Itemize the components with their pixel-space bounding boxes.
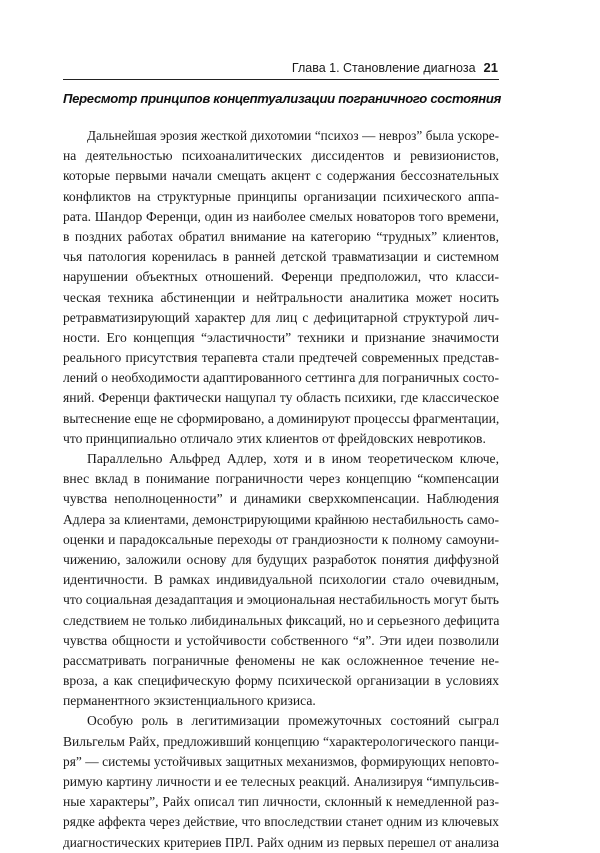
- header-rule: [63, 79, 499, 80]
- text-line: чувства неполноценности” и динамики сверхкомпенсации. Наблюдения: [63, 491, 499, 507]
- text-line: римую картину личности и ее телесных реакций. Анализируя “импульсив-: [63, 774, 499, 789]
- text-line: Вильгельм Райх, предложивший концепцию “характерологического панци-: [63, 733, 499, 749]
- text-line: нарушении объектных отношений. Ференци предположил, что класси-: [63, 269, 499, 285]
- page-number: 21: [483, 60, 498, 75]
- text-line: диагностических критериев ПРЛ. Райх одним из первых перешел от анализа: [63, 834, 499, 850]
- text-line: которые первыми начали смещать акцент с содержания бессознательных: [63, 168, 499, 184]
- text-line: вытеснение еще не сформировано, а доминируют процессы фрагментации,: [63, 410, 500, 426]
- text-line: оценки и парадоксальные переходы от грандиозности к полному самоуни-: [63, 531, 499, 547]
- text-line: следствием не только либидинальных фиксаций, но и серьезного дефицита: [63, 612, 500, 628]
- text-line: что принципиально отличало этих клиентов от фрейдовских невротиков.: [63, 430, 486, 446]
- text-line: ческая техника абстиненции и нейтральности аналитика может носить: [63, 289, 499, 305]
- text-line: перманентного экзистенциального кризиса.: [63, 693, 316, 709]
- chapter-title: Глава 1. Становление диагноза: [291, 61, 476, 75]
- text-line: на деятельностью психоаналитических диссидентов и ревизионистов,: [63, 148, 499, 164]
- running-head: [292, 60, 498, 75]
- text-line: в поздних работах обратил внимание на категорию “трудных” клиентов,: [63, 228, 499, 244]
- text-line: Параллельно Альфред Адлер, хотя и в ином теоретическом ключе,: [87, 451, 499, 466]
- text-line: ретравматизирующий характер для лиц с дефицитарной структурой лич-: [63, 309, 499, 325]
- section-title: Пересмотр принципов концептуализации пограничного состояния: [63, 91, 501, 106]
- text-line: ности. Его концепция “эластичности” техники и признание значимости: [63, 329, 499, 345]
- text-line: реального присутствия терапевта стали предтечей современных представ-: [63, 350, 499, 366]
- text-line: ные характеры”, Райх описал тип личности, склонный к немедленной раз-: [63, 794, 499, 810]
- paragraph-2: [63, 449, 499, 711]
- text-line: Особую роль в легитимизации промежуточных состояний сыграл: [87, 713, 499, 729]
- text-line: ря” — системы устойчивых защитных механизмов, формирующих неповто-: [63, 753, 499, 769]
- text-line: чувства общности и устойчивости собственного “я”. Эти идеи позволили: [63, 632, 499, 648]
- text-line: рассматривать пограничные феномены не как осложненное течение не-: [63, 652, 499, 668]
- body-text: [63, 126, 499, 853]
- text-line: яний. Ференци фактически нащупал ту область психики, где классическое: [63, 390, 499, 406]
- text-line: что социальная дезадаптация и эмоциональная нестабильность могут быть: [63, 592, 499, 608]
- text-line: рата. Шандор Ференци, один из наиболее смелых новаторов того времени,: [63, 208, 499, 224]
- paragraph-1: [63, 126, 499, 449]
- text-line: чижению, заложили основу для будущих разработок понятия диффузной: [63, 551, 499, 567]
- text-line: внес вклад в понимание пограничности через концепцию “компенсации: [63, 471, 499, 487]
- text-line: идентичности. В рамках индивидуальной психологии стало очевидным,: [63, 572, 499, 588]
- text-line: чья патология коренилась в ранней детской травматизации и системном: [63, 249, 499, 265]
- text-line: лений о необходимости адаптированного сеттинга для пограничных состо-: [63, 370, 499, 386]
- text-line: рядке аффекта через действие, что впоследствии станет одним из ключевых: [63, 814, 499, 830]
- text-line: конфликтов на структурные принципы организации психического аппа-: [63, 188, 499, 204]
- paragraph-3: [63, 711, 499, 852]
- text-line: Дальнейшая эрозия жесткой дихотомии “психоз — невроз” была ускоре-: [87, 128, 499, 143]
- text-line: Адлера за клиентами, демонстрирующими крайнюю нестабильность само-: [63, 511, 499, 527]
- text-line: вроза, а как специфическую форму психической организации в условиях: [63, 673, 499, 689]
